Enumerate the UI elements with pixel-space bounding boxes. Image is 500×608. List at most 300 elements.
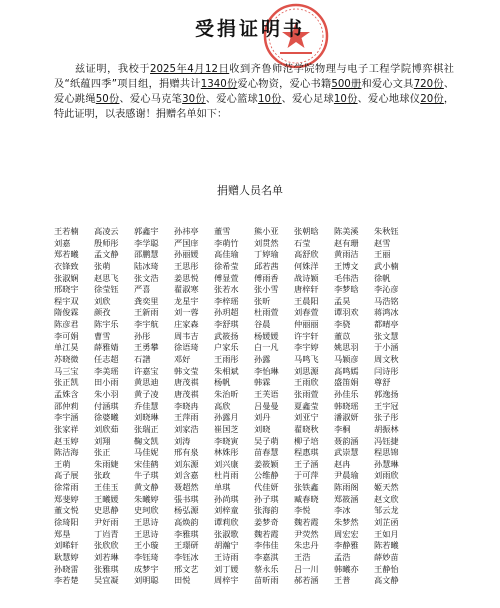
donor-name: 李沁彦 <box>374 284 399 295</box>
donor-name: 谷晨 <box>254 319 271 330</box>
donor-name: 张铁鑫 <box>294 482 319 493</box>
donor-name: 薛雅婧 <box>94 342 119 353</box>
donor-name: 邵鹏慧 <box>134 249 159 260</box>
donor-name: 苗春慧 <box>254 447 279 458</box>
ropes-count: 50份 <box>95 94 120 105</box>
donor-name: 高鸣嫣 <box>334 365 359 376</box>
donor-name: 闫诗彤 <box>374 365 399 376</box>
donor-name: 李怡琳 <box>254 365 279 376</box>
donor-name: 郝若涵 <box>294 575 319 586</box>
donor-name <box>414 354 454 366</box>
donor-name: 刘欣 <box>94 295 111 306</box>
donor-name: 张淑娴 <box>54 272 79 283</box>
body-text: 、爱心篮球 <box>205 94 258 105</box>
donor-name: 王如月 <box>374 528 399 539</box>
donor-name: 孙祎亭 <box>174 226 199 236</box>
donor-name: 徐语琦 <box>174 342 199 353</box>
donor-name <box>414 540 454 552</box>
donor-name: 张欣欣 <box>94 540 119 551</box>
donor-name: 王若楠 <box>54 226 79 236</box>
stationery-count: 720份 <box>413 79 444 90</box>
donor-name: 唐梓轩 <box>294 284 319 295</box>
donor-name: 柳子培 <box>294 435 319 446</box>
donor-name: 衣锋致 <box>54 260 79 271</box>
donor-name: 姚思羽 <box>334 342 359 353</box>
donor-name: 张淑歌 <box>214 528 239 539</box>
donor-name: 孟文静 <box>94 249 119 260</box>
donor-name: 周文秋 <box>374 354 399 365</box>
donor-name: 邓好 <box>174 354 191 365</box>
donor-name: 王曦媛 <box>94 493 119 504</box>
donor-name: 翟晓秋 <box>294 423 319 434</box>
donor-name: 刘明聪 <box>134 575 159 586</box>
donor-name: 毛伟浩 <box>334 272 359 283</box>
donor-name: 刘若琳 <box>94 551 119 562</box>
donor-name: 蒋鸿冰 <box>374 307 399 318</box>
donor-name: 丁婷瑜 <box>254 249 279 260</box>
donor-name: 马颖彦 <box>334 354 359 365</box>
donor-name: 高子展 <box>54 470 79 481</box>
donor-name: 何姝洋 <box>294 260 319 271</box>
donor-name: 刘晓琳 <box>134 412 159 423</box>
donor-name: 杨媛媛 <box>254 330 279 341</box>
donor-name: 李若楚 <box>54 575 79 586</box>
donor-name: 孙尚琪 <box>214 493 239 504</box>
donor-name: 陆冰琦 <box>134 260 159 271</box>
donor-name: 刘芷函 <box>374 517 399 528</box>
donor-name: 赵文欣 <box>374 493 399 504</box>
donor-name: 宋佳鹤 <box>134 458 159 469</box>
basketballs-count: 10份 <box>258 94 282 105</box>
donor-name: 朱治昕 <box>214 388 239 399</box>
donor-name: 王萍雨 <box>174 412 199 423</box>
donor-name: 夏鑫莹 <box>294 400 319 411</box>
donor-name: 郑垦 <box>54 528 71 539</box>
donor-name: 孟浩 <box>334 551 351 562</box>
donor-name: 石莹 <box>294 237 311 248</box>
donor-name: 刘丹 <box>254 412 271 423</box>
donor-name: 李钰琦 <box>134 551 159 562</box>
donor-name: 張书琪 <box>174 493 199 504</box>
donor-name: 马三宝 <box>54 365 79 376</box>
donor-name: 朱梦然 <box>334 517 359 528</box>
donor-name: 崔国芝 <box>214 423 239 434</box>
donor-name: 单江昊 <box>54 342 79 353</box>
donor-name <box>414 226 454 238</box>
donor-name: 张海韵 <box>254 505 279 516</box>
donor-name: 朱曦婷 <box>134 493 159 504</box>
donor-name: 邢文艺 <box>174 563 199 574</box>
donor-name: 邱若茜 <box>254 260 279 271</box>
donor-name: 高欣 <box>214 400 231 411</box>
donor-name: 姜筱颖 <box>254 458 279 469</box>
donor-name: 王博文 <box>334 260 359 271</box>
donor-name: 王浩 <box>294 551 311 562</box>
donor-name: 田小雨 <box>94 377 119 388</box>
donor-name: 李雅琪 <box>174 528 199 539</box>
donor-name: 聂韵涵 <box>334 435 359 446</box>
donor-name: 刘贯然 <box>254 237 279 248</box>
donor-name: 蔡永乐 <box>254 563 279 574</box>
donor-name: 李梦晗 <box>334 284 359 295</box>
donor-name: 张若水 <box>214 284 239 295</box>
donor-name: 王芙语 <box>254 388 279 399</box>
donor-name: 王宇冠 <box>374 400 399 411</box>
donor-name: 张小雪 <box>254 284 279 295</box>
donor-name: 李钰冰 <box>174 551 199 562</box>
donor-name: 刘兴康 <box>214 458 239 469</box>
donor-name: 孙露 <box>254 354 271 365</box>
donor-name: 吴子萌 <box>254 435 279 446</box>
donor-name <box>414 307 454 319</box>
donor-name: 薛妙苗 <box>374 551 399 562</box>
donor-name <box>414 342 454 354</box>
donor-name: 乔佳慧 <box>134 400 159 411</box>
donor-name: 张正凯 <box>54 377 79 388</box>
donor-name: 周韦吉 <box>174 330 199 341</box>
donor-name: 张文慧 <box>374 330 399 341</box>
body-text: 和爱心文具 <box>361 79 414 90</box>
donor-name: 赵冉 <box>334 458 351 469</box>
donor-name: 尹荧然 <box>294 528 319 539</box>
donor-name: 王静怡 <box>374 563 399 574</box>
donor-name: 翟淑寒 <box>174 284 199 295</box>
donor-name: 唐茂祺 <box>174 377 199 388</box>
donor-name: 刘梓童 <box>214 505 239 516</box>
donor-name: 严国庠 <box>174 237 199 248</box>
donor-name: 胡振林 <box>374 423 399 434</box>
donor-name: 武崇慧 <box>334 447 359 458</box>
donor-name: 郭鑫宇 <box>134 226 159 236</box>
donor-name: 王雨彤 <box>214 354 239 365</box>
donor-name: 张文浩 <box>134 272 159 283</box>
donor-name: 刘思源 <box>294 365 319 376</box>
donor-name <box>414 564 454 576</box>
donor-name: 李晓冉 <box>174 400 199 411</box>
body-text: ，特此证明，以表感谢！捐赠名单如下： <box>54 94 455 120</box>
donor-name: 龚奕里 <box>134 295 159 306</box>
donor-name: 王子涵 <box>294 458 319 469</box>
donor-name: 马鸣飞 <box>294 354 319 365</box>
donor-name: 史思静 <box>94 505 119 516</box>
donor-name: 马佳妮 <box>134 447 159 458</box>
donor-name: 张子彤 <box>374 412 399 423</box>
donor-name: 王晨阳 <box>294 295 319 306</box>
donor-name: 付涵琪 <box>94 400 119 411</box>
donor-name: 王诗雨 <box>214 551 239 562</box>
donor-name <box>414 249 454 261</box>
body-text: 、爱心足球 <box>281 94 334 105</box>
donor-name <box>414 273 454 285</box>
donor-name: 董文悦 <box>54 505 79 516</box>
donor-name: 徐婆曦 <box>94 412 119 423</box>
donor-name: 吴宜凝 <box>94 575 119 586</box>
donor-name: 孙玥超 <box>214 307 239 318</box>
body-text: 、爱心马克笔 <box>119 94 183 105</box>
donor-name: 程宇双 <box>54 295 79 306</box>
donor-name: 户家乐 <box>214 342 239 353</box>
donor-name: 张昕 <box>254 295 271 306</box>
donor-name: 韩文莹 <box>174 365 199 376</box>
donor-name: 徐帆 <box>374 272 391 283</box>
donor-name <box>414 284 454 296</box>
donor-name: 孟姝含 <box>54 388 79 399</box>
donor-name: 孙露月 <box>214 412 239 423</box>
donor-name: 李宇婷 <box>294 342 319 353</box>
globes-count: 20份 <box>420 94 444 105</box>
body-text: 兹证明，我校于 <box>74 64 151 75</box>
donor-name <box>414 401 454 413</box>
donor-name: 张正 <box>94 447 111 458</box>
donor-name: 林姝彤 <box>214 447 239 458</box>
donor-name: 颜孜 <box>94 307 111 318</box>
donor-name <box>414 436 454 448</box>
donor-name <box>414 389 454 401</box>
donor-name: 刘晓 <box>254 423 271 434</box>
donor-name: 郑若曦 <box>54 249 79 260</box>
donor-name <box>414 505 454 517</box>
donor-name: 谭羽欢 <box>334 307 359 318</box>
donor-name: 王思彤 <box>174 260 199 271</box>
donor-name: 张雅琪 <box>94 563 119 574</box>
donor-name: 刘雨欣 <box>374 470 399 481</box>
donor-name: 董苡 <box>334 330 351 341</box>
donor-name <box>414 366 454 378</box>
donor-name: 陈若曦 <box>374 540 399 551</box>
donor-name: 李静雅 <box>334 540 359 551</box>
donor-name: 孙子琪 <box>254 493 279 504</box>
donor-name <box>414 459 454 471</box>
donor-name: 耿慧婷 <box>54 551 79 562</box>
donor-name: 隋俊霖 <box>54 307 79 318</box>
donor-name <box>414 412 454 424</box>
donor-name <box>414 482 454 494</box>
donor-name <box>414 296 454 308</box>
donor-name: 丁岿青 <box>94 528 119 539</box>
donor-name: 孙丽媛 <box>174 249 199 260</box>
donor-name: 刘含嘉 <box>174 470 199 481</box>
donor-name: 李桐 <box>334 423 351 434</box>
donor-name: 赵思飞 <box>94 272 119 283</box>
donor-name: 周宏宏 <box>334 528 359 539</box>
donor-name: 刘东源 <box>174 458 199 469</box>
donor-name: 严喜 <box>134 284 151 295</box>
donor-name: 赵有珊 <box>334 237 359 248</box>
donor-name <box>414 331 454 343</box>
donor-name: 陈宇乐 <box>94 319 119 330</box>
donor-name: 王小璇 <box>134 540 159 551</box>
donor-name: 王雨欣 <box>294 377 319 388</box>
donor-name: 杜肖雨 <box>214 470 239 481</box>
donor-name: 张瑞正 <box>134 423 159 434</box>
donor-name: 战诗颖 <box>294 272 319 283</box>
donor-name: 石譜 <box>134 354 151 365</box>
donor-name: 董雪 <box>214 226 231 236</box>
donor-name: 朱相斌 <box>214 365 239 376</box>
donor-name: 于小涵 <box>374 342 399 353</box>
donor-name: 李宇涵 <box>54 412 79 423</box>
donor-name: 史珂欣 <box>134 505 159 516</box>
certificate-body <box>54 62 454 122</box>
donor-name: 孙晓雷 <box>54 563 79 574</box>
donor-name: 张朝晗 <box>294 226 319 236</box>
donor-name: 刘春萱 <box>294 307 319 318</box>
donor-name: 冯钰捷 <box>374 435 399 446</box>
donor-name: 张家祥 <box>54 423 79 434</box>
donor-name: 苗昕雨 <box>254 575 279 586</box>
donor-name: 傅雨香 <box>254 272 279 283</box>
donor-name: 白一凡 <box>254 342 279 353</box>
donor-name: 李舒琪 <box>214 319 239 330</box>
donor-name: 李悦 <box>294 505 311 516</box>
donor-name: 陈彦君 <box>54 319 79 330</box>
page-title: 受捐证明书 <box>194 18 305 40</box>
donor-name: 谭莉欣 <box>214 517 239 528</box>
footballs-count: 10份 <box>333 94 358 105</box>
donor-name: 刘家浩 <box>174 423 199 434</box>
donor-name: 徐琦阳 <box>54 517 79 528</box>
donor-name: 韩霖 <box>254 377 271 388</box>
donor-name <box>414 238 454 250</box>
donor-name: 潘淑妍 <box>334 412 359 423</box>
donor-name: 姜梦奇 <box>254 517 279 528</box>
donor-name: 李萌竹 <box>214 237 239 248</box>
donor-name: 陈美溪 <box>334 226 359 236</box>
donor-name: 邢有泉 <box>174 447 199 458</box>
donor-name: 王佳玉 <box>94 482 119 493</box>
donor-name: 姬天然 <box>374 482 399 493</box>
donor-name: 盛笛娟 <box>334 377 359 388</box>
body-text: 收到齐鲁师范学院物理与电子工程学院博弈棋社及“纸蕴四季”项目组，捐赠共计 <box>54 64 454 90</box>
donor-name: 高文静 <box>374 575 399 586</box>
donor-name: 韩晓瑶 <box>334 400 359 411</box>
donor-name: 田悦 <box>174 575 191 586</box>
donor-name: 王丽 <box>374 249 391 260</box>
donor-name: 杨弘源 <box>174 505 199 516</box>
donor-name <box>414 470 454 482</box>
donor-name: 吕一川 <box>294 563 319 574</box>
donor-name: 王勇攀 <box>134 342 159 353</box>
markers-count: 30份 <box>182 94 206 105</box>
donor-name: 鞠文凯 <box>134 435 159 446</box>
donor-name <box>414 494 454 506</box>
donor-name: 黄雨洁 <box>334 249 359 260</box>
donor-name: 龙星宇 <box>174 295 199 306</box>
donor-name: 马浩铭 <box>374 295 399 306</box>
donation-date: 2025年4月12日 <box>150 64 230 75</box>
donor-name <box>414 377 454 389</box>
donor-name: 都晴亭 <box>374 319 399 330</box>
donor-name: 韩曦亦 <box>334 563 359 574</box>
donor-name: 吕曼曼 <box>254 400 279 411</box>
donor-name <box>414 261 454 273</box>
donor-name: 程惠琪 <box>294 447 319 458</box>
donor-name: 刘丁媛 <box>214 563 239 574</box>
donor-name: 周梓宇 <box>214 575 239 586</box>
donor-name: 庄家森 <box>174 319 199 330</box>
donor-name: 邵仲莉 <box>54 400 79 411</box>
donor-name: 姜思悦 <box>174 272 199 283</box>
body-text: 、爱心地球仪 <box>357 94 421 105</box>
donor-name: 仲丽丽 <box>294 319 319 330</box>
donor-name: 孙佳乐 <box>334 388 359 399</box>
donor-name: 徐莹钰 <box>94 284 119 295</box>
body-text: 、爱心跳绳 <box>54 79 455 105</box>
donor-name: 刘嘉 <box>54 237 71 248</box>
donor-name: 王璟研 <box>174 540 199 551</box>
donor-name: 朱小羽 <box>94 388 119 399</box>
total-items: 1340份 <box>200 79 238 90</box>
donor-name <box>414 575 454 587</box>
donor-name: 陈雨阁 <box>334 482 359 493</box>
donor-name <box>414 552 454 564</box>
donor-name: 李美瑶 <box>94 365 119 376</box>
donor-name: 张政 <box>94 470 111 481</box>
donor-name: 李嘉淇 <box>254 551 279 562</box>
donor-name: 李梓瑶 <box>214 295 239 306</box>
body-text: 爱心物资，爱心书籍 <box>237 79 332 90</box>
donor-name: 孙慧琳 <box>374 458 399 469</box>
donor-name: 黄思迪 <box>134 377 159 388</box>
donor-name: 高焕韵 <box>174 517 199 528</box>
donor-name: 于可萍 <box>294 470 319 481</box>
donor-name: 赵玉婷 <box>54 435 79 446</box>
donor-name: 杜雨萱 <box>254 307 279 318</box>
donor-name: 王普 <box>334 575 351 586</box>
donor-name: 李伟佳 <box>254 540 279 551</box>
donor-name: 程思锦 <box>374 447 399 458</box>
donor-name: 武小楠 <box>374 260 399 271</box>
donor-name: 杨帆 <box>214 377 231 388</box>
donor-name: 牛子琪 <box>134 470 159 481</box>
donor-name: 刘亚宁 <box>294 412 319 423</box>
donor-name: 曹雪 <box>94 330 111 341</box>
donor-names-grid <box>54 226 454 587</box>
donor-name: 孙彤 <box>134 330 151 341</box>
donor-name: 尹好雨 <box>94 517 119 528</box>
donor-name: 李冰 <box>334 505 351 516</box>
donor-name: 朱秋钰 <box>374 226 399 236</box>
donor-name: 许宇轩 <box>294 330 319 341</box>
donor-name: 李骁 <box>334 319 351 330</box>
donor-name: 尹晨瑜 <box>334 470 359 481</box>
donor-name: 李可娟 <box>54 330 79 341</box>
donor-name: 陈洁海 <box>54 447 79 458</box>
donor-name <box>414 319 454 331</box>
donor-name: 成梦宇 <box>134 563 159 574</box>
donor-list-title: 捐赠人员名单 <box>217 184 283 197</box>
donor-name: 徐希莹 <box>214 260 239 271</box>
donor-name: 郑筱涵 <box>334 493 359 504</box>
donor-name: 武筱扬 <box>214 330 239 341</box>
donor-name: 唐茂祺 <box>174 388 199 399</box>
donor-name: 公维静 <box>254 470 279 481</box>
donor-name: 朱忠丹 <box>294 540 319 551</box>
donor-name <box>414 447 454 459</box>
donor-name: 王思诗 <box>134 528 159 539</box>
donor-name: 聂超然 <box>174 482 199 493</box>
donor-name: 刘一蓉 <box>174 307 199 318</box>
donor-name: 黄文静 <box>134 482 159 493</box>
donor-name <box>414 529 454 541</box>
donor-name: 尊舒 <box>374 377 391 388</box>
donor-name: 李学聪 <box>134 237 159 248</box>
donor-name: 王思诗 <box>134 517 159 528</box>
donor-name: 李晓寅 <box>214 435 239 446</box>
donor-name: 魏若霞 <box>294 517 319 528</box>
donor-name: 代佳妍 <box>254 482 279 493</box>
donor-name: 臧春晓 <box>294 493 319 504</box>
